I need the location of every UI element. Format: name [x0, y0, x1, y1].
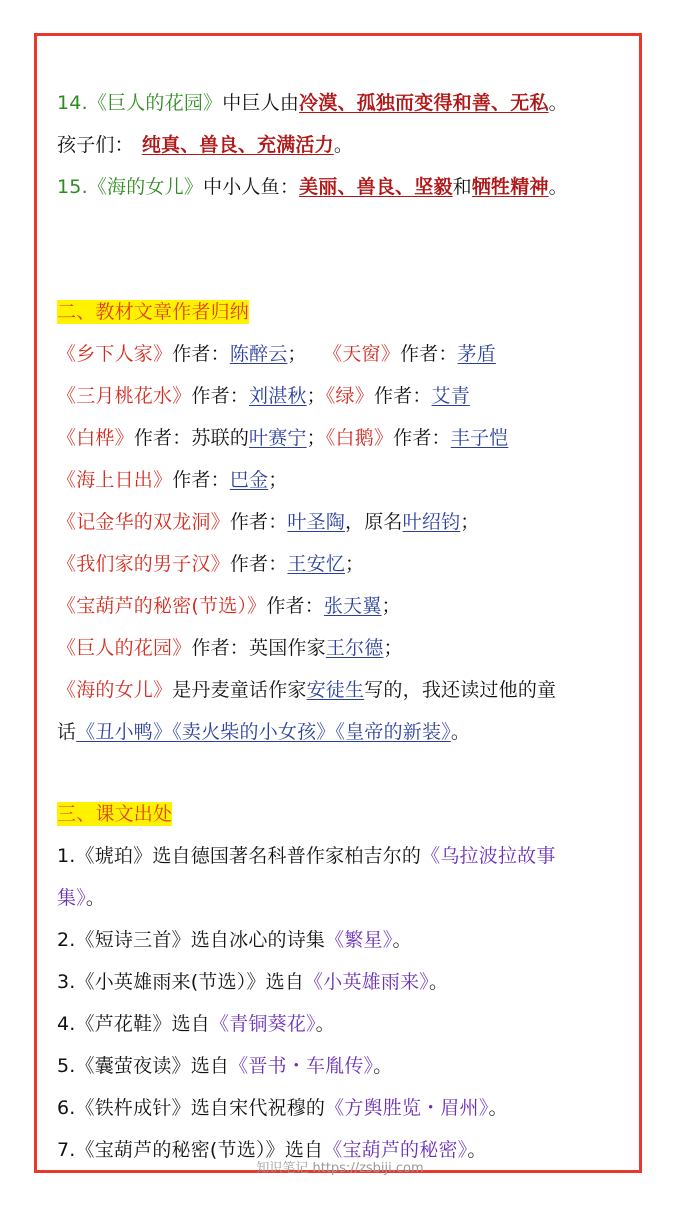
source-item-3: [57, 969, 448, 995]
source-title: 《方舆胜览・眉州》: [325, 1097, 489, 1119]
item-text: 中巨人由: [222, 92, 300, 114]
punct: 。: [488, 1097, 508, 1119]
source-item-1: [57, 843, 556, 869]
answer-text: 美丽、兽良、坚毅: [299, 176, 453, 198]
book-titles: 《丑小鸭》《卖火柴的小女孩》《皇帝的新装》: [76, 721, 451, 743]
punct: 。: [548, 92, 568, 114]
answer-text: 纯真、兽良、充满活力: [141, 134, 334, 156]
punct: 。: [333, 134, 354, 156]
item-text: 话: [57, 721, 77, 743]
book-title: 《乡下人家》: [57, 343, 173, 365]
author-row-9: [57, 677, 556, 703]
book-title: 《海的女儿》: [87, 176, 204, 198]
item-text: 1.《琥珀》选自德国著名科普作家柏吉尔的: [57, 845, 422, 867]
source-title: 《青铜葵花》: [209, 1013, 316, 1035]
punct: ；: [306, 427, 326, 449]
source-title: 《小英雄雨来》: [304, 971, 429, 993]
author-name: 茅盾: [457, 343, 496, 365]
source-item-1-cont: [57, 885, 105, 911]
source-item-2: [57, 927, 412, 953]
item-text: 7.《宝葫芦的秘密(节选）》选自: [57, 1139, 324, 1161]
author-row-4: [57, 467, 287, 493]
item-text: 英国作家: [249, 637, 326, 659]
punct: 。: [467, 1139, 487, 1161]
punct: 。: [85, 887, 106, 909]
author-label: 作者：: [393, 427, 451, 449]
punct: ；: [287, 343, 307, 365]
author-row-5: [57, 509, 479, 535]
author-name: 王安忆: [287, 553, 346, 575]
author-name: 丰子恺: [450, 427, 509, 449]
item-text: 和: [452, 176, 472, 198]
author-label: 作者：: [172, 469, 230, 491]
author-name: 王尔德: [325, 637, 384, 659]
punct: 。: [428, 971, 449, 993]
punct: 。: [548, 176, 568, 198]
book-title: 《记金华的双龙洞》: [57, 511, 230, 533]
source-item-5: [57, 1053, 392, 1079]
item-number: 15.: [57, 176, 88, 198]
source-title: 《晋书・车胤传》: [229, 1055, 374, 1077]
book-title: 《绿》: [325, 385, 374, 407]
author-row-1: [57, 341, 496, 367]
punct: ；: [381, 595, 401, 617]
item-number: 14.: [57, 92, 88, 114]
item-14: [57, 90, 568, 116]
book-title: 《天窗》: [332, 343, 400, 365]
punct: ；: [345, 553, 365, 575]
author-name: 陈醉云: [229, 343, 288, 365]
source-title: 《乌拉波拉故事: [421, 845, 556, 867]
book-title: 《我们家的男子汉》: [57, 553, 230, 575]
punct: ；: [268, 469, 288, 491]
author-row-8: [57, 635, 403, 661]
book-title: 《海的女儿》: [57, 679, 173, 701]
item-text: 4.《芦花鞋》选自: [57, 1013, 210, 1035]
item-15: [57, 174, 568, 200]
punct: 。: [450, 721, 471, 743]
source-title: 集》: [57, 887, 86, 909]
punct: ；: [306, 385, 326, 407]
author-name: 刘湛秋: [249, 385, 307, 407]
punct: 。: [315, 1013, 335, 1035]
item-text: 2.《短诗三首》选自冰心的诗集: [57, 929, 326, 951]
item-text: 中小人鱼：: [203, 176, 300, 198]
item-text: ，原名: [345, 511, 403, 533]
source-item-4: [57, 1011, 335, 1037]
author-label: 作者：: [399, 343, 458, 365]
watermark-footer: 知识笔记 https://zsbiji.com: [256, 1161, 424, 1176]
author-row-6: [57, 551, 364, 577]
author-row-7: [57, 593, 401, 619]
author-label: 作者：: [229, 511, 288, 533]
item-text: 3.《小英雄雨来(节选）》选自: [57, 971, 305, 993]
author-label: 作者：: [191, 385, 250, 407]
book-title: 《宝葫芦的秘密(节选）》: [57, 595, 267, 617]
source-title: 《繁星》: [325, 929, 393, 951]
kids-line: [57, 132, 353, 158]
item-text: 5.《囊萤夜读》选自: [57, 1055, 230, 1077]
author-label: 作者：: [229, 553, 288, 575]
author-row-10: [57, 719, 470, 745]
book-title: 《白鹅》: [325, 427, 394, 449]
section-heading: 二、教材文章作者归纳: [57, 301, 250, 323]
answer-text: 牺牲精神: [471, 176, 549, 198]
item-text: 6.《铁杵成针》选自宋代祝穆的: [57, 1097, 326, 1119]
section-heading: 三、课文出处: [57, 803, 173, 825]
section-heading-sources: [57, 801, 172, 827]
author-name: 艾青: [431, 385, 470, 407]
author-row-3: [57, 425, 508, 451]
item-text: 苏联的: [191, 427, 250, 449]
book-title: 《白桦》: [57, 427, 134, 449]
item-text: 是丹麦童话作家: [172, 679, 307, 701]
author-label: 作者：: [191, 637, 250, 659]
author-label: 作者：: [266, 595, 324, 617]
author-name: 叶赛宁: [249, 427, 307, 449]
author-label: 作者：: [133, 427, 192, 449]
author-name: 张天翼: [323, 595, 382, 617]
book-title: 《海上日出》: [57, 469, 173, 491]
source-title: 《宝葫芦的秘密》: [323, 1139, 468, 1161]
author-row-2: [57, 383, 470, 409]
punct: 。: [392, 929, 412, 951]
section-heading-authors: [57, 299, 249, 325]
author-label: 作者：: [373, 385, 432, 407]
author-name: 巴金: [229, 469, 269, 491]
book-title: 《巨人的花园》: [57, 637, 192, 659]
punct: ；: [383, 637, 403, 659]
book-title: 《巨人的花园》: [87, 92, 223, 114]
author-name: 叶绍钧: [402, 511, 461, 533]
punct: 。: [373, 1055, 393, 1077]
source-item-6: [57, 1095, 508, 1121]
author-name: 安徒生: [306, 679, 365, 701]
author-label: 作者：: [172, 343, 230, 365]
book-title: 《三月桃花水》: [57, 385, 192, 407]
item-label: 孩子们：: [57, 134, 134, 156]
author-name: 叶圣陶: [287, 511, 346, 533]
answer-text: 冷漠、孤独而变得和善、无私: [299, 92, 549, 114]
punct: ；: [460, 511, 480, 533]
item-text: 写的，我还读过他的童: [364, 679, 557, 701]
